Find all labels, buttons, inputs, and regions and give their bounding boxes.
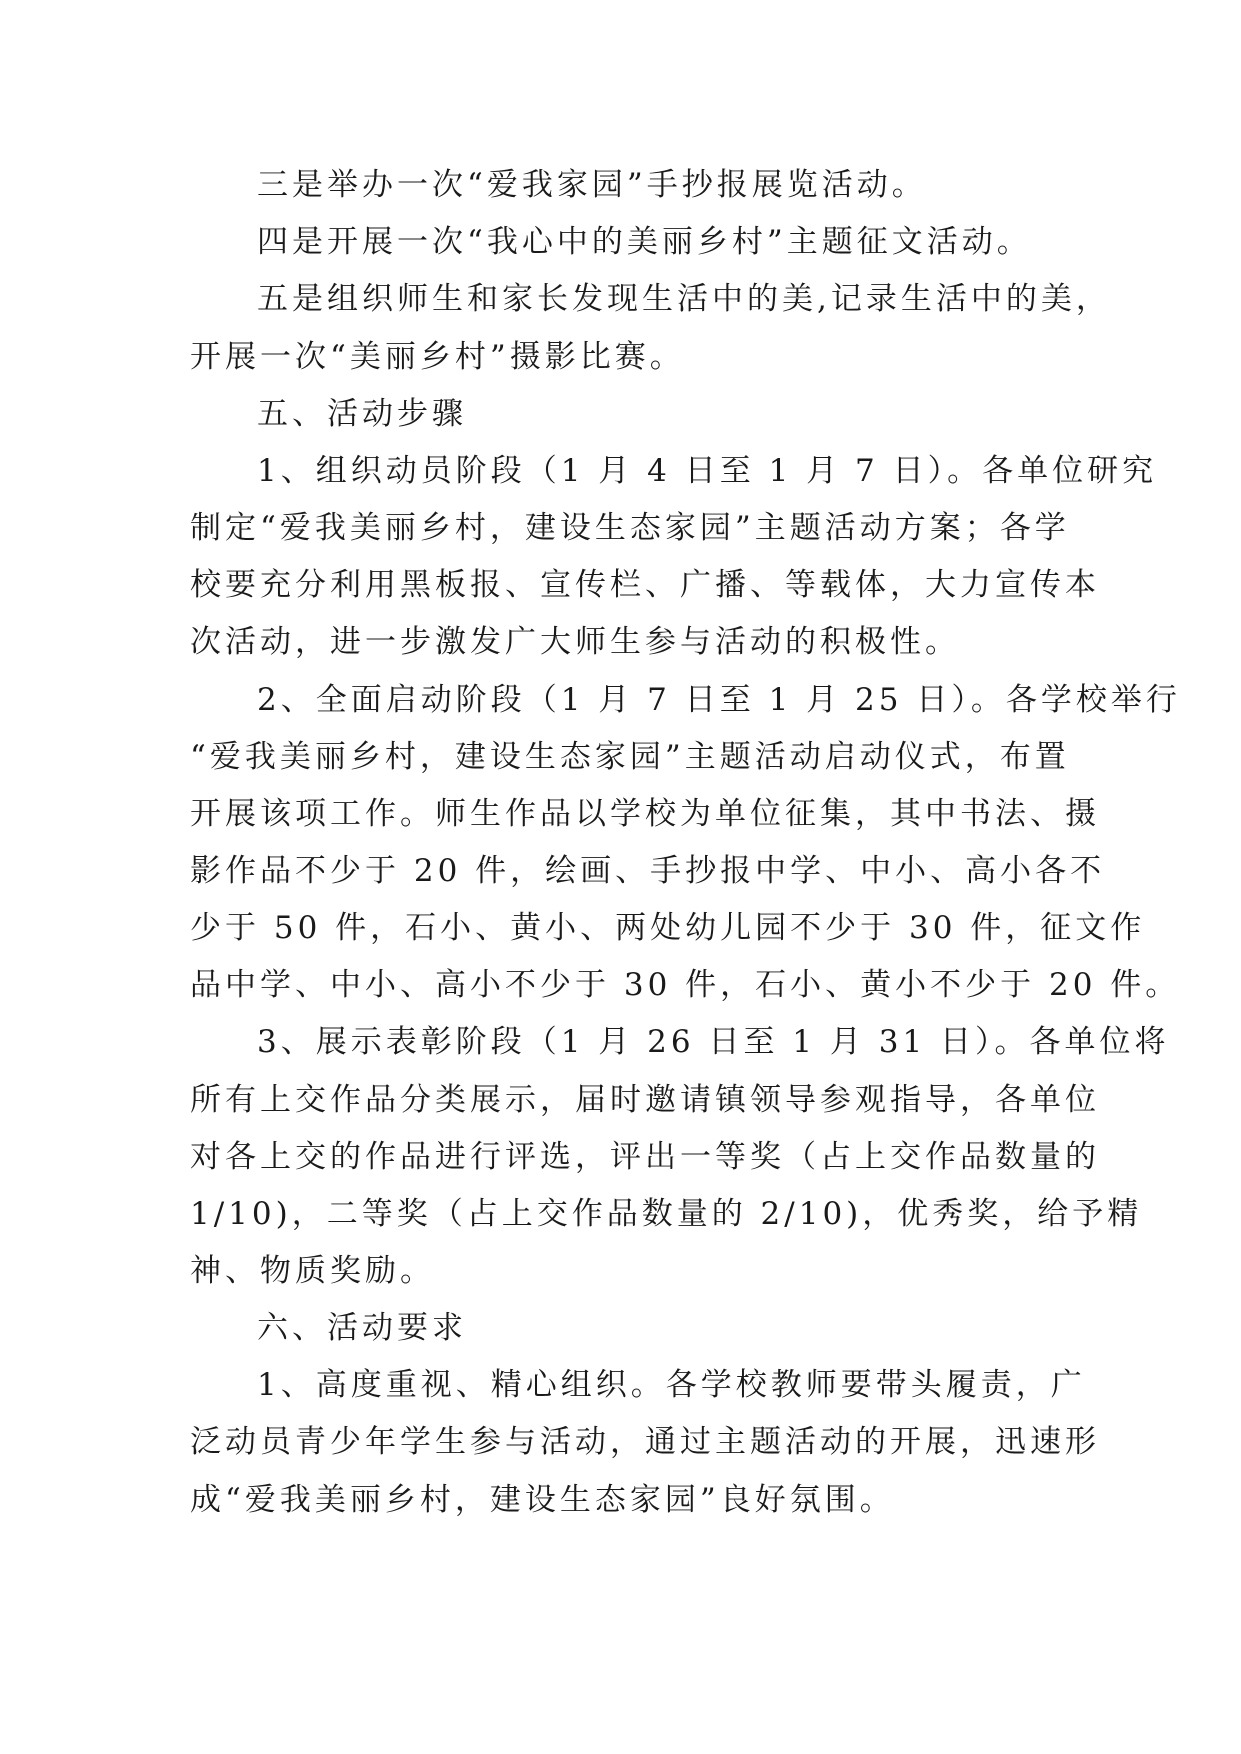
paragraph-line: 3、展示表彰阶段（1 月 26 日至 1 月 31 日）。各单位将	[257, 1024, 1170, 1060]
paragraph-line: 神、物质奖励。	[190, 1253, 435, 1289]
section-heading: 六、活动要求	[257, 1310, 467, 1346]
paragraph-line: 四是开展一次“我心中的美丽乡村”主题征文活动。	[257, 224, 1032, 260]
paragraph-line: 校要充分利用黑板报、宣传栏、广播、等载体，大力宣传本	[190, 567, 1100, 603]
paragraph-line: 开展一次“美丽乡村”摄影比赛。	[190, 339, 685, 375]
paragraph-line: “爱我美丽乡村，建设生态家园”主题活动启动仪式，布置	[190, 739, 1070, 775]
paragraph-line: 2、全面启动阶段（1 月 7 日至 1 月 25 日）。各学校举行	[257, 682, 1181, 718]
paragraph-line: 制定“爱我美丽乡村，建设生态家园”主题活动方案；各学	[190, 510, 1070, 546]
paragraph-line: 1、组织动员阶段（1 月 4 日至 1 月 7 日）。各单位研究	[257, 453, 1158, 489]
paragraph-line: 品中学、中小、高小不少于 30 件，石小、黄小不少于 20 件。	[190, 967, 1181, 1003]
paragraph-line: 成“爱我美丽乡村，建设生态家园”良好氛围。	[190, 1482, 895, 1518]
paragraph-line: 对各上交的作品进行评选，评出一等奖（占上交作品数量的	[190, 1139, 1100, 1175]
paragraph-line: 所有上交作品分类展示，届时邀请镇领导参观指导，各单位	[190, 1082, 1100, 1118]
paragraph-line: 1、高度重视、精心组织。各学校教师要带头履责，广	[257, 1367, 1086, 1403]
paragraph-line: 开展该项工作。师生作品以学校为单位征集，其中书法、摄	[190, 796, 1100, 832]
paragraph-line: 次活动，进一步激发广大师生参与活动的积极性。	[190, 624, 960, 660]
paragraph-line: 影作品不少于 20 件，绘画、手抄报中学、中小、高小各不	[190, 853, 1106, 889]
paragraph-line: 五是组织师生和家长发现生活中的美,记录生活中的美，	[257, 281, 1111, 317]
paragraph-line: 三是举办一次“爱我家园”手抄报展览活动。	[257, 167, 927, 203]
section-heading: 五、活动步骤	[257, 396, 467, 432]
paragraph-line: 1/10)，二等奖（占上交作品数量的 2/10)，优秀奖，给予精	[190, 1196, 1143, 1232]
paragraph-line: 泛动员青少年学生参与活动，通过主题活动的开展，迅速形	[190, 1424, 1100, 1460]
paragraph-line: 少于 50 件，石小、黄小、两处幼儿园不少于 30 件，征文作	[190, 910, 1146, 946]
